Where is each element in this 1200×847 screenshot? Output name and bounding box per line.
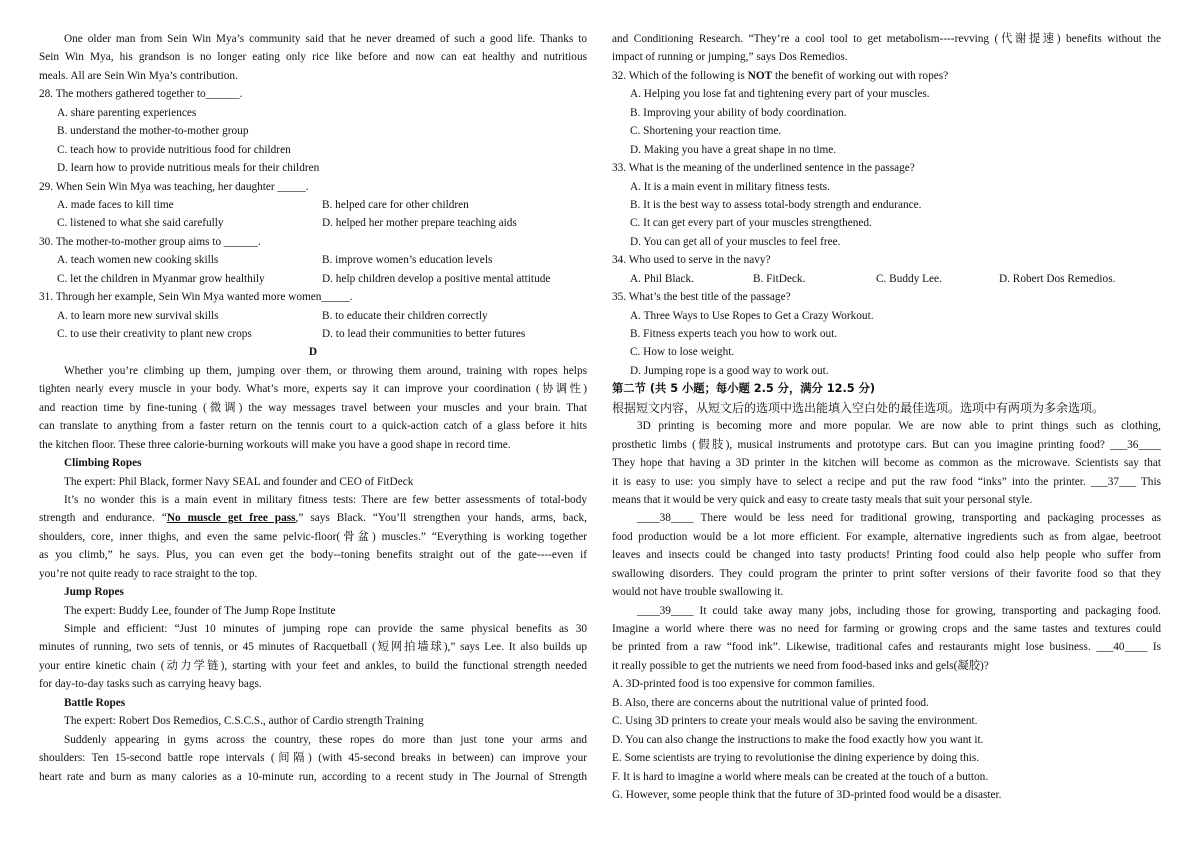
q29-options-row bbox=[39, 214, 587, 232]
q35-option: B. Fitness experts teach you how to work out. bbox=[630, 328, 838, 340]
q33-option: D. You can get all of your muscles to feel free. bbox=[630, 235, 841, 248]
intro-line: meals. All are Sein Win Mya’s contribution. bbox=[39, 69, 238, 82]
blank-40: ___40____ bbox=[1096, 641, 1148, 654]
cloze-option: C. Using 3D printers to create your meals would also be saving the environment. bbox=[612, 715, 978, 728]
cloze-line: 3D printing is becoming more and more popular. We are now able to print things such as clothing, bbox=[637, 420, 1161, 433]
intro-line: Sein Win Mya, his grandson is no longer eating only rice like before and now can eat healthy and nutritious bbox=[39, 51, 587, 64]
battle-continued-line: impact of running or jumping,” says Dos Remedios. bbox=[612, 51, 848, 64]
climbing-line: It’s no wonder this is a main event in military fitness tests: There are few better assessments of total-body bbox=[64, 493, 587, 506]
q28-option: A. share parenting experiences bbox=[57, 106, 197, 119]
blank-39: ____39____ bbox=[637, 604, 694, 617]
q33-option: C. It can get every part of your muscles strengthened. bbox=[630, 217, 872, 230]
question-30-stem: 30. The mother-to-mother group aims to ______. bbox=[39, 235, 261, 248]
q29-option: A. made faces to kill time bbox=[57, 198, 174, 211]
q30-option: B. improve women’s education levels bbox=[322, 254, 493, 267]
cloze-line: food production would be a lot more efficient. For example, alternative ingredients such as from algae, beetroot bbox=[612, 530, 1161, 543]
q34-option: B. FitDeck. bbox=[753, 272, 806, 285]
q30-option: D. help children develop a positive mental attitude bbox=[322, 272, 551, 285]
q31-options-row bbox=[39, 325, 587, 343]
q29-options-row bbox=[39, 196, 587, 214]
cloze-line bbox=[612, 436, 1161, 454]
jump-ropes-heading: Jump Ropes bbox=[64, 586, 124, 599]
q32-option: D. Making you have a great shape in no time. bbox=[630, 143, 837, 156]
cloze-line bbox=[612, 602, 1161, 620]
cloze-line: it really possible to get the nutrients we need from food-based inks and gels(凝胶)? bbox=[612, 659, 989, 672]
climbing-expert: The expert: Phil Black, former Navy SEAL and founder and CEO of FitDeck bbox=[64, 475, 414, 488]
q29-option: B. helped care for other children bbox=[322, 198, 469, 211]
q35-option: A. Three Ways to Use Ropes to Get a Crazy Workout. bbox=[630, 309, 874, 322]
cloze-option: A. 3D-printed food is too expensive for common families. bbox=[612, 678, 875, 691]
climbing-text: strength and endurance. “ bbox=[39, 512, 167, 525]
q32-option: C. Shortening your reaction time. bbox=[630, 125, 782, 138]
cloze-line: would not have trouble swallowing it. bbox=[612, 586, 784, 599]
passage-d-line: can translate to anything from a faster return on the tennis court to a quick-action catch of a glass before it hits bbox=[39, 420, 587, 433]
cloze-option: B. Also, there are concerns about the nutritional value of printed food. bbox=[612, 696, 929, 709]
q32-option: B. Improving your ability of body coordination. bbox=[630, 106, 847, 119]
question-34-stem: 34. Who used to serve in the navy? bbox=[612, 254, 771, 267]
q32-not-emphasis: NOT bbox=[747, 69, 773, 82]
cloze-line: means that it would be very quick and easy to create tasty meals that suit your personal style. bbox=[612, 493, 1033, 506]
q34-option: C. Buddy Lee. bbox=[876, 272, 942, 285]
jump-line: minutes of running, two sets of tennis, or 45 minutes of Racquetball (短网拍墙球),” says Lee. It also builds up bbox=[39, 641, 587, 654]
question-35-stem: 35. What’s the best title of the passage? bbox=[612, 291, 791, 304]
question-28-stem: 28. The mothers gathered together to______. bbox=[39, 88, 243, 101]
q32-option: A. Helping you lose fat and tightening every part of your muscles. bbox=[630, 88, 930, 101]
battle-line: Suddenly appearing in gyms across the country, these ropes do more than just tone your arms and bbox=[64, 733, 587, 746]
q30-options-row bbox=[39, 270, 587, 288]
q31-option: C. to use their creativity to plant new crops bbox=[57, 328, 252, 340]
section-two-heading: 第二节 (共 5 小题；每小题 2.5 分，满分 12.5 分) bbox=[612, 382, 876, 396]
q30-option: C. let the children in Myanmar grow healthily bbox=[57, 272, 265, 285]
left-column bbox=[39, 30, 587, 786]
q29-option: C. listened to what she said carefully bbox=[57, 217, 224, 230]
q28-option: D. learn how to provide nutritious meals for their children bbox=[57, 162, 320, 175]
right-column bbox=[612, 30, 1161, 804]
blank-36: ___36____ bbox=[1110, 438, 1161, 451]
q28-option: C. teach how to provide nutritious food for children bbox=[57, 143, 291, 156]
battle-line: shoulders: Ten 15-second battle rope intervals (间隔) (with 45-second breaks in between) can improve your bbox=[39, 752, 587, 765]
q31-options-row bbox=[39, 307, 587, 325]
q33-option: A. It is a main event in military fitness tests. bbox=[630, 180, 830, 193]
cloze-text: It could take away many jobs, including those for growing, transporting and packaging food. bbox=[693, 604, 1161, 617]
q35-option: C. How to lose weight. bbox=[630, 346, 735, 359]
cloze-text: be printed from a raw “food ink”. Likewise, traditional cafes and restaurants might lose business. bbox=[612, 641, 1097, 654]
cloze-line: They hope that having a 3D printer in the kitchen will become as common as the microwave. Scientists say that bbox=[612, 457, 1161, 470]
battle-line: heart rate and burn as many calories as a 10-minute run, according to a recent study in The Journal of Strength bbox=[39, 770, 587, 783]
intro-line: One older man from Sein Win Mya’s community said that he never dreamed of such a good life. Thanks to bbox=[64, 33, 587, 45]
passage-d-line: Whether you’re climbing up them, jumping over them, or throwing them around, training with ropes helps bbox=[64, 364, 587, 377]
cloze-option: D. You can also change the instructions to make the food exactly how you want it. bbox=[612, 733, 984, 746]
q30-option: A. teach women new cooking skills bbox=[57, 254, 219, 267]
q28-option: B. understand the mother-to-mother group bbox=[57, 125, 249, 138]
cloze-option: F. It is hard to imagine a world where meals can be created at the touch of a button. bbox=[612, 770, 989, 783]
cloze-option: E. Some scientists are trying to revolutionise the dining experience by doing this. bbox=[612, 752, 980, 765]
climbing-line: shoulders, core, inner thighs, and even the same pelvic-floor(骨盆) muscles.” “Everything is working together bbox=[39, 530, 587, 543]
cloze-text: it is easy to use: you simply have to select a recipe and put the raw food “inks” into the printer. bbox=[612, 475, 1091, 488]
q34-options-row bbox=[612, 270, 1161, 288]
cloze-line: swallowing disorders. They could program the printer to print softer versions of their favorite food so that they bbox=[612, 567, 1161, 580]
q31-option: D. to lead their communities to better futures bbox=[322, 328, 526, 340]
cloze-text: This bbox=[1136, 475, 1161, 488]
underlined-sentence: No muscle get free pass bbox=[166, 512, 296, 525]
climbing-ropes-heading: Climbing Ropes bbox=[64, 457, 142, 470]
q34-option: A. Phil Black. bbox=[630, 272, 695, 285]
q33-option: B. It is the best way to assess total-body strength and endurance. bbox=[630, 198, 922, 211]
cloze-text: There would be less need for traditional growing, transporting and packaging processes as bbox=[693, 512, 1161, 525]
blank-37: ___37___ bbox=[1090, 475, 1136, 488]
climbing-text: ,” says Black. “You’ll strengthen your hands, arms, back, bbox=[295, 512, 587, 525]
battle-expert: The expert: Robert Dos Remedios, C.S.C.S., author of Cardio strength Training bbox=[64, 715, 424, 728]
cloze-line: Imagine a world where there was no need for farming or growing crops and the same tastes and textures could bbox=[612, 623, 1161, 635]
passage-d-line: and reaction time by fine-tuning (微调) the way messages travel between your muscles and your brain. That bbox=[39, 401, 587, 414]
jump-line: your entire kinetic chain (动力学链), starting with your feet and ankles, to build the functional strength needed bbox=[39, 659, 587, 672]
question-32-stem bbox=[612, 67, 1161, 85]
q34-option: D. Robert Dos Remedios. bbox=[999, 272, 1116, 285]
cloze-text: Is bbox=[1147, 641, 1161, 654]
question-33-stem: 33. What is the meaning of the underlined sentence in the passage? bbox=[612, 162, 915, 175]
q29-option: D. helped her mother prepare teaching aids bbox=[322, 217, 517, 230]
battle-continued-line: and Conditioning Research. “They’re a cool tool to get metabolism----revving (代谢提速) benefits without the bbox=[612, 33, 1161, 45]
climbing-line: you’re not quite ready to race straight to the top. bbox=[39, 567, 258, 580]
battle-ropes-heading: Battle Ropes bbox=[64, 696, 126, 709]
jump-line: Simple and efficient: “Just 10 minutes of jumping rope can provide the same physical benefits as 30 bbox=[64, 623, 587, 635]
q32-stem-text: the benefit of working out with ropes? bbox=[772, 69, 949, 82]
cloze-line bbox=[612, 638, 1161, 656]
cloze-option: G. However, some people think that the future of 3D-printed food would be a disaster. bbox=[612, 788, 1002, 801]
cloze-line bbox=[612, 509, 1161, 527]
q31-option: A. to learn more new survival skills bbox=[57, 309, 219, 322]
blank-38: ____38____ bbox=[637, 512, 694, 525]
cloze-line bbox=[612, 473, 1161, 491]
q32-stem-text: 32. Which of the following is bbox=[612, 69, 748, 82]
q31-option: B. to educate their children correctly bbox=[322, 309, 488, 322]
passage-d-line: the kitchen floor. These three calorie-burning workouts will make you have a good shape in record time. bbox=[39, 438, 511, 451]
q35-option: D. Jumping rope is a good way to work out. bbox=[630, 364, 829, 377]
jump-line: for day-to-day tasks such as carrying heavy bags. bbox=[39, 678, 262, 691]
climbing-line: as you climb,” he says. Plus, you can even get the body--toning benefits straight out of the gate----even if bbox=[39, 549, 587, 562]
cloze-line: leaves and insects could be changed into tasty products! Printing food could also help people who suffer from bbox=[612, 549, 1161, 562]
jump-expert: The expert: Buddy Lee, founder of The Jump Rope Institute bbox=[64, 604, 336, 617]
section-heading-d: D bbox=[308, 346, 318, 359]
passage-d-line: tighten nearly every muscle in your body. What’s more, experts say it can improve your coordination (协调性) bbox=[39, 383, 587, 396]
question-29-stem: 29. When Sein Win Mya was teaching, her daughter _____. bbox=[39, 180, 309, 193]
question-31-stem: 31. Through her example, Sein Win Mya wanted more women_____. bbox=[39, 291, 353, 304]
climbing-line bbox=[39, 509, 587, 527]
cloze-text: prosthetic limbs (假肢), musical instruments and prototype cars. But can you imagine printing food? bbox=[612, 438, 1111, 451]
section-two-instructions: 根据短文内容，从短文后的选项中选出能填入空白处的最佳选项。选项中有两项为多余选项。 bbox=[612, 400, 1105, 415]
q30-options-row bbox=[39, 251, 587, 269]
